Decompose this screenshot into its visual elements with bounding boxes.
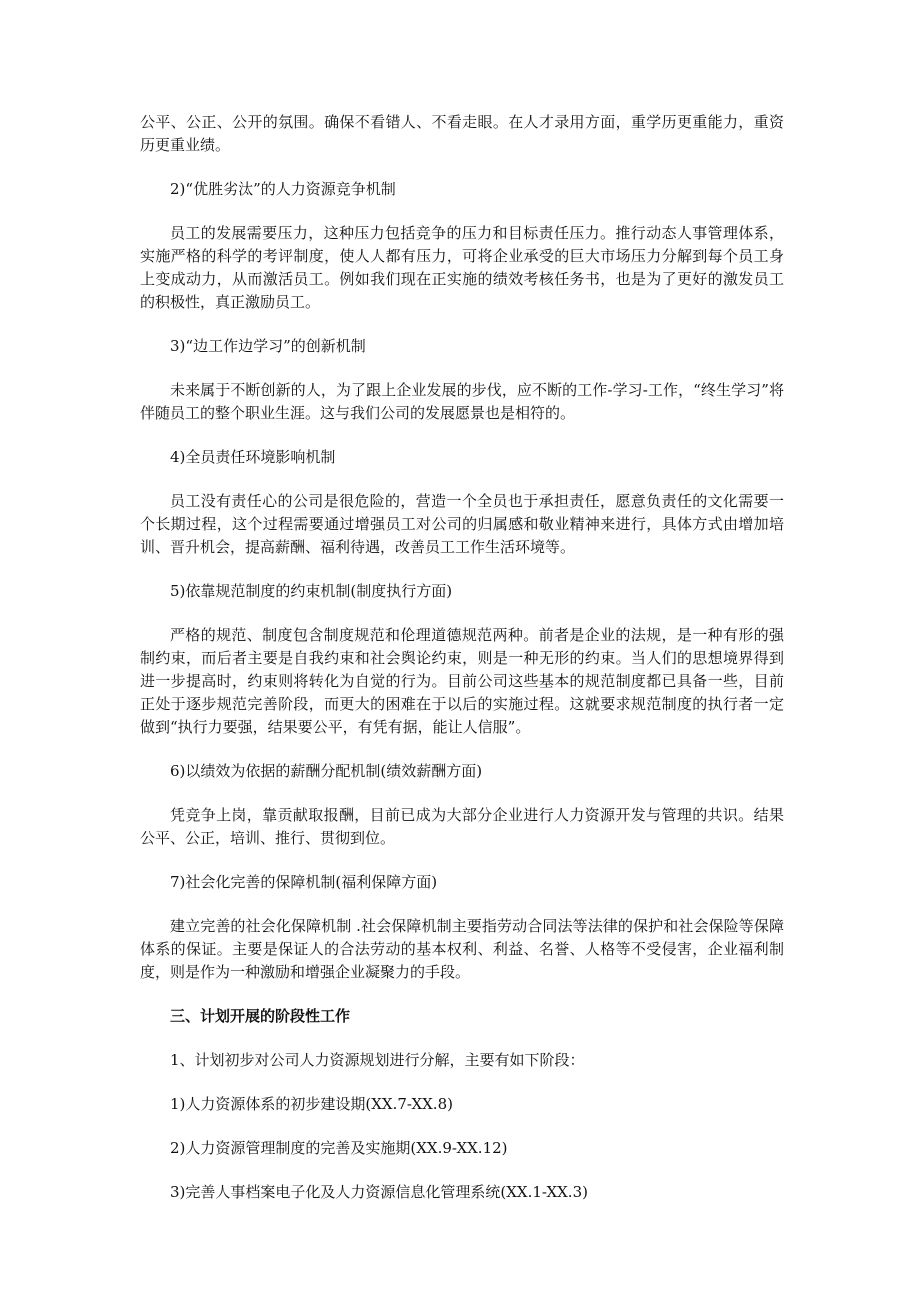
paragraph-competition: 员工的发展需要压力，这种压力包括竞争的压力和目标责任压力。推行动态人事管理体系，实施严格的科学的考评制度，使人人都有压力，可将企业承受的巨大市场压力分解到每个员工身上变成动力，从而激活员工。例如我们现在正实施的绩效考核任务书，也是为了更好的激发员工的积极性，真正激励员工。 (140, 224, 784, 311)
list-item-stage-3: 3)完善人事档案电子化及人力资源信息化管理系统(XX.1-XX.3) (170, 1183, 588, 1201)
section-heading-phased-work: 三、计划开展的阶段性工作 (170, 1007, 351, 1025)
paragraph-intro: 公平、公正、公开的氛围。确保不看错人、不看走眼。在人才录用方面，重学历更重能力，重资历更重业绩。 (140, 113, 784, 154)
list-item-stage-2: 2)人力资源管理制度的完善及实施期(XX.9-XX.12) (170, 1139, 508, 1157)
paragraph-compensation: 凭竞争上岗，靠贡献取报酬，目前已成为大部分企业进行人力资源开发与管理的共识。结果公平、公正，培训、推行、贯彻到位。 (140, 806, 784, 847)
list-item-plan-decomposition: 1、计划初步对公司人力资源规划进行分解，主要有如下阶段： (170, 1051, 585, 1069)
heading-constraint-mechanism: 5)依靠规范制度的约束机制(制度执行方面) (170, 582, 453, 600)
heading-learning-mechanism: 3)“边工作边学习”的创新机制 (170, 337, 366, 355)
paragraph-learning: 未来属于不断创新的人，为了跟上企业发展的步伐，应不断的工作-学习-工作，“终生学习”将伴随员工的整个职业生涯。这与我们公司的发展愿景也是相符的。 (140, 381, 784, 422)
paragraph-constraint: 严格的规范、制度包含制度规范和伦理道德规范两种。前者是企业的法规，是一种有形的强制约束，而后者主要是自我约束和社会舆论约束，则是一种无形的约束。当人们的思想境界得到进一步提高时，约束则将转化为自觉的行为。目前公司这些基本的规范制度都已具备一些，目前正处于逐步规范完善阶段，而更大的困难在于以后的实施过程。这就要求规范制度的执行者一定做到“执行力要强，结果要公平，有凭有据，能让人信服”。 (140, 626, 784, 736)
heading-security-mechanism: 7)社会化完善的保障机制(福利保障方面) (170, 873, 438, 891)
heading-competition-mechanism: 2)“优胜劣汰”的人力资源竞争机制 (170, 180, 396, 198)
heading-compensation-mechanism: 6)以绩效为依据的薪酬分配机制(绩效薪酬方面) (170, 762, 483, 780)
list-item-stage-1: 1)人力资源体系的初步建设期(XX.7-XX.8) (170, 1095, 453, 1113)
paragraph-responsibility: 员工没有责任心的公司是很危险的，营造一个全员也于承担责任，愿意负责任的文化需要一个长期过程，这个过程需要通过增强员工对公司的归属感和敬业精神来进行，具体方式由增加培训、晋升机会，提高薪酬、福利待遇，改善员工工作生活环境等。 (140, 492, 784, 556)
paragraph-security: 建立完善的社会化保障机制 .社会保障机制主要指劳动合同法等法律的保护和社会保险等保障体系的保证。主要是保证人的合法劳动的基本权利、利益、名誉、人格等不受侵害，企业福利制度，则是作为一种激励和增强企业凝聚力的手段。 (140, 917, 784, 981)
heading-responsibility-mechanism: 4)全员责任环境影响机制 (170, 448, 336, 466)
